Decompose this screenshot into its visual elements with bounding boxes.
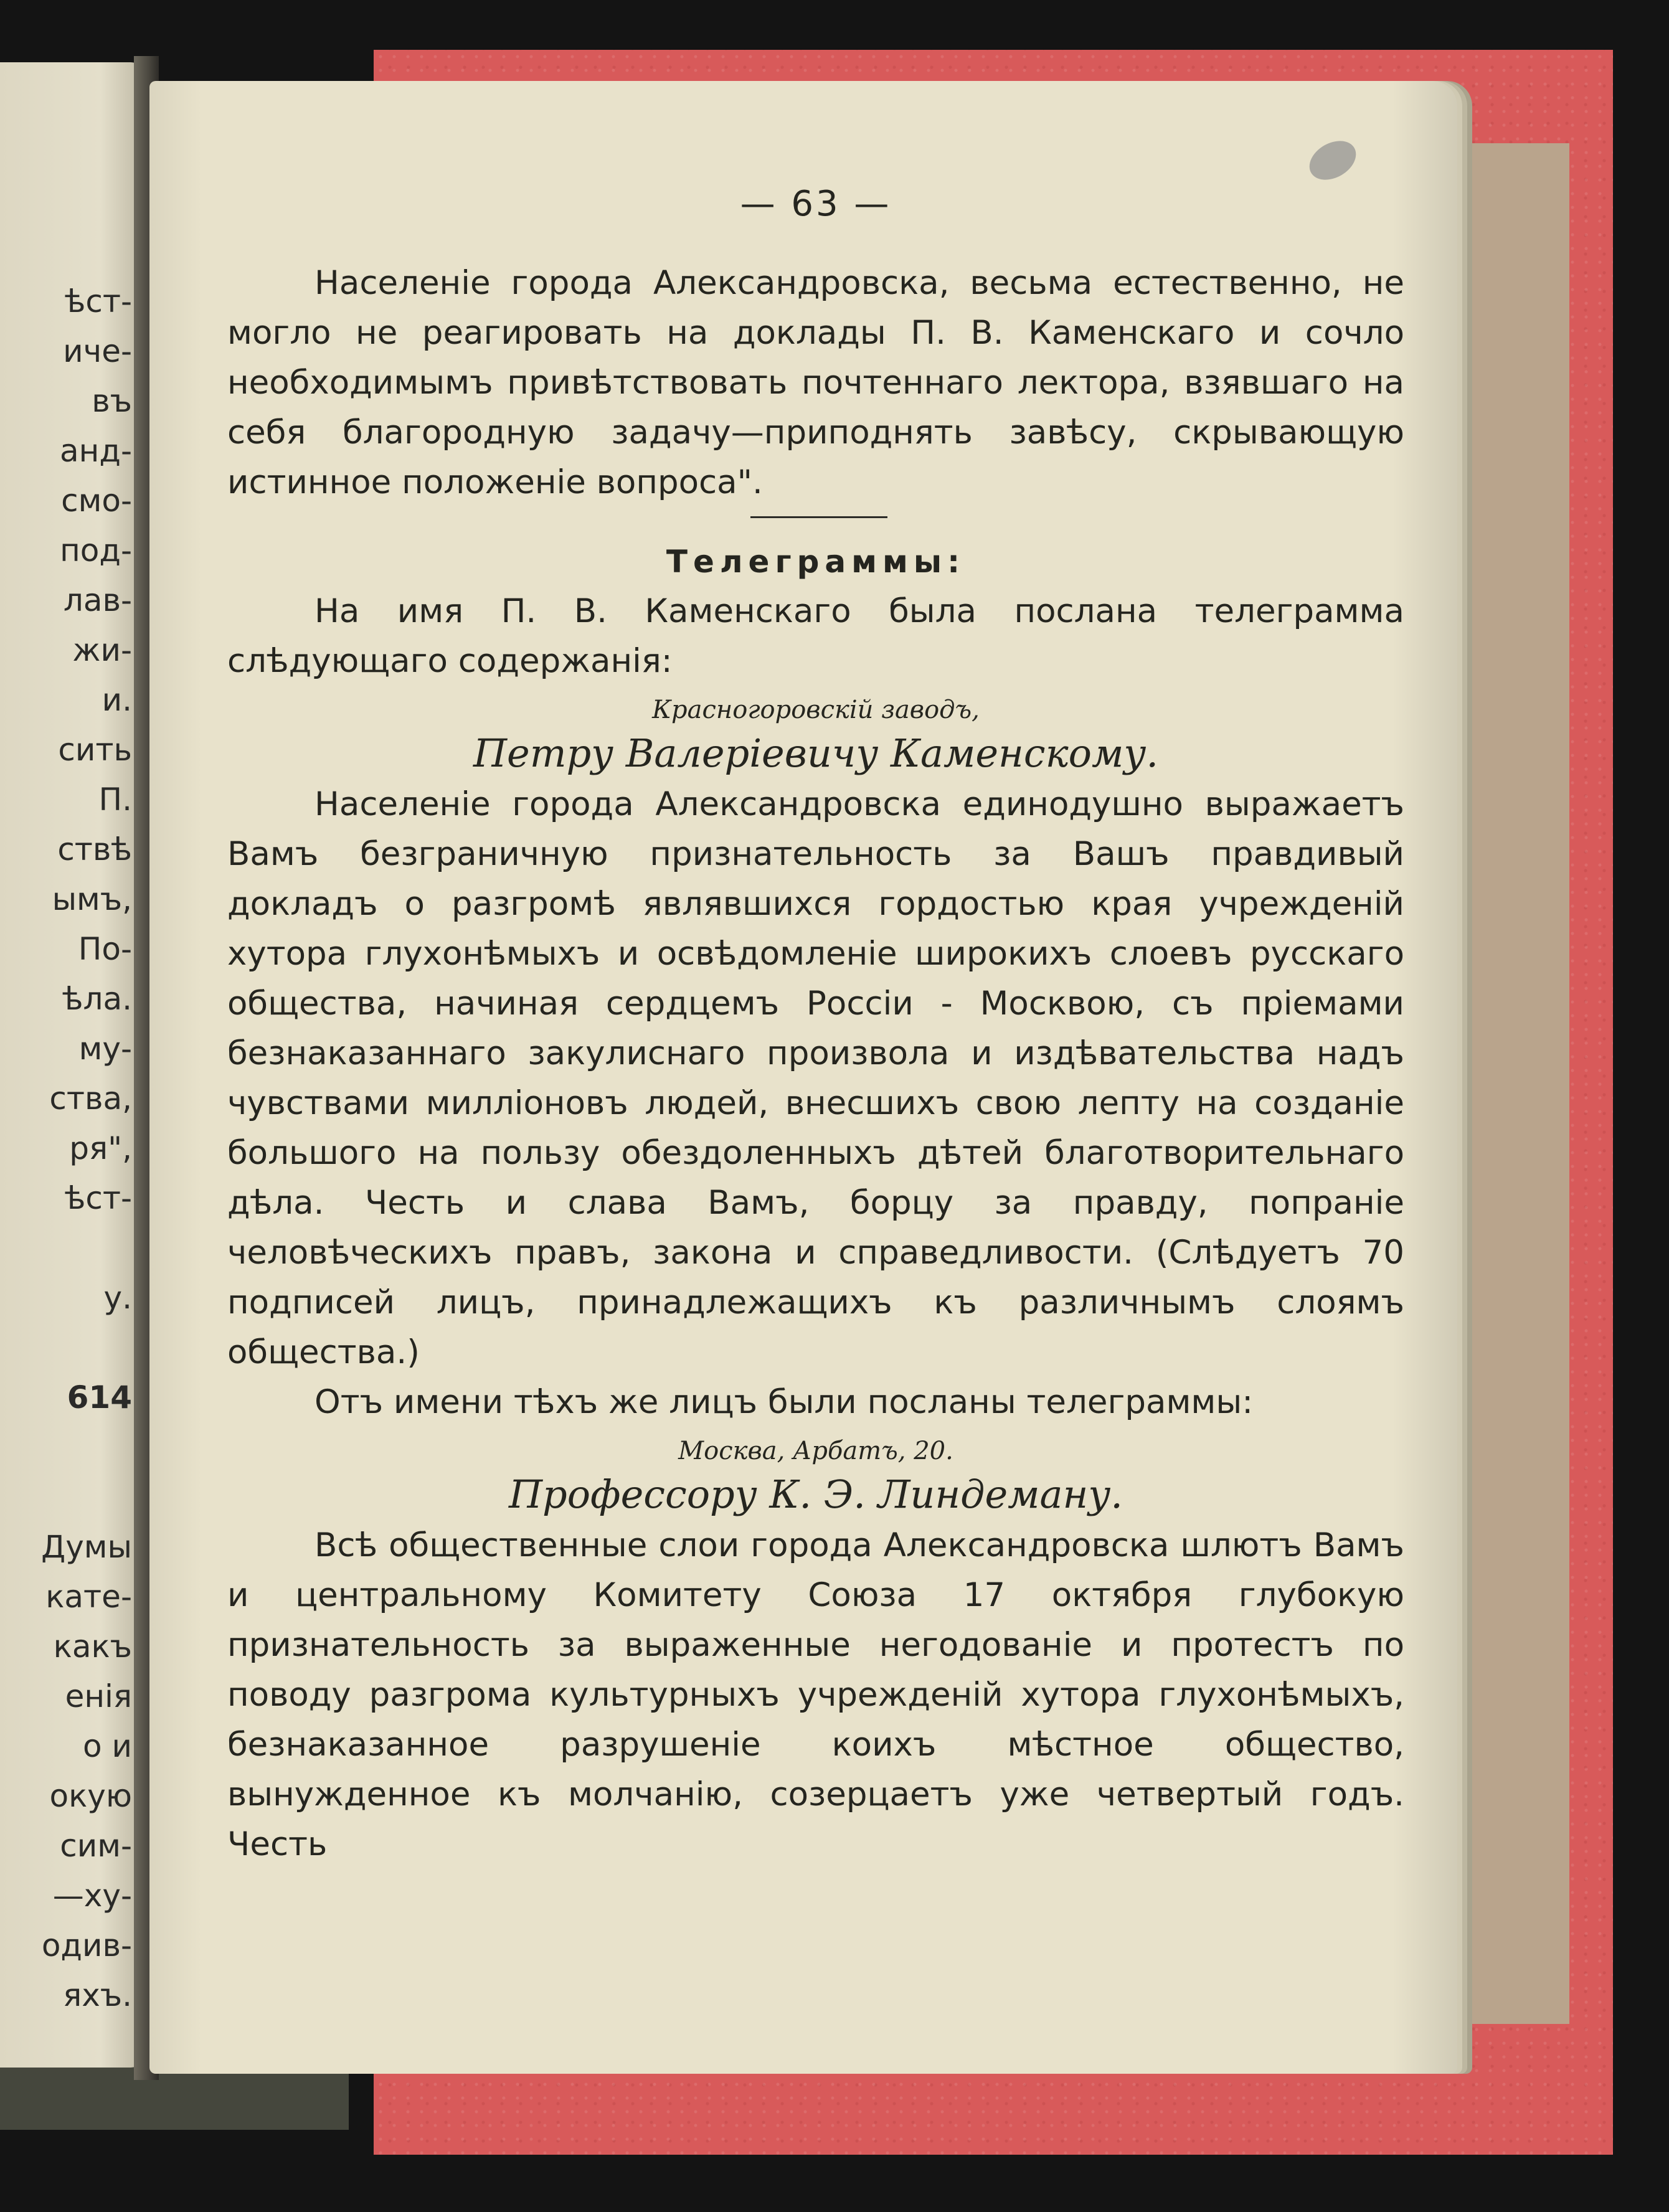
left-line: яхъ. xyxy=(63,1977,132,2013)
paragraph-intro: Населеніе города Александровска, весьма естественно, не могло не реагировать на доклады П. В. Каменскаго и сочло необходимымъ привѣтствовать почтеннаго лектора, взявшаго на себя благородную задачу—приподнять завѣсу, скрывающую истинное положеніе вопроса". xyxy=(227,264,1404,501)
left-line: о и xyxy=(83,1728,132,1764)
paragraph-telegram-body: Населеніе города Александровска единодушно выражаетъ Вамъ безграничную признательность за Вашъ правдивый докладъ о разгромѣ являвшихся гордостью края учрежденій хутора глухонѣмыхъ и освѣдомленіе широкихъ слоевъ русскаго общества, начиная сердцемъ Россіи - Москвою, съ пріемами безнаказаннаго закулиснаго произвола и издѣвательства надъ чувствами милліоновъ людей, внесшихъ свою лепту на созданіе большого на пользу обездоленныхъ дѣтей благотворительнаго дѣла. Честь и слава Вамъ, борцу за правду, попраніе человѣческихъ правъ, закона и справедливости. (Слѣдуетъ 70 подписей лицъ, принадлежащихъ къ различнымъ слоямъ общества.) xyxy=(227,785,1404,1371)
left-line: ѣст- xyxy=(64,1180,132,1216)
left-line: ствѣ xyxy=(57,831,132,867)
page-text-block xyxy=(227,81,1404,1869)
left-line: въ xyxy=(92,383,132,419)
left-line: жи- xyxy=(72,632,132,668)
left-line: ря", xyxy=(69,1130,132,1166)
paragraph-second-telegram-body: Всѣ общественные слои города Александровска шлютъ Вамъ и центральному Комитету Союза 17 октября глубокую признательность за выраженные негодованіе и протестъ по поводу разгрома культурныхъ учрежденій хутора глухонѣмыхъ, безнаказанное разрушеніе коихъ мѣстное общество, вынужденное къ молчанію, созерцаетъ уже четвертый годъ. Честь xyxy=(227,1526,1404,1863)
telegram-address: Москва, Арбатъ, 20. xyxy=(678,1437,953,1465)
left-line: сить xyxy=(58,732,132,768)
left-line: анд- xyxy=(60,433,132,469)
book-page xyxy=(149,81,1457,2074)
left-line: ства, xyxy=(49,1080,132,1117)
left-line: окую xyxy=(49,1778,132,1814)
left-page-section-number: 614 xyxy=(67,1379,132,1416)
telegram-address: Красногоровскій заводъ, xyxy=(652,696,980,724)
left-line: кате- xyxy=(45,1579,132,1615)
left-line: иче- xyxy=(63,333,132,369)
paragraph-telegram-intro: На имя П. В. Каменскаго была послана телеграмма слѣдующаго содержанія: xyxy=(227,592,1404,680)
left-line: смо- xyxy=(61,483,132,519)
left-line: П. xyxy=(98,782,132,818)
left-line: ымъ, xyxy=(52,881,132,917)
left-line: му- xyxy=(78,1031,132,1067)
left-line: лав- xyxy=(63,582,132,618)
page-number: — 63 — xyxy=(740,184,892,224)
telegram-recipient: Петру Валеріевичу Каменскому. xyxy=(473,730,1159,776)
left-line: ѣла. xyxy=(62,981,132,1017)
paragraph-further-telegrams: Отъ имени тѣхъ же лицъ были посланы телеграммы: xyxy=(314,1383,1254,1421)
left-line: и. xyxy=(102,682,132,718)
left-line: у. xyxy=(103,1280,132,1316)
left-line: енія xyxy=(65,1678,132,1714)
section-heading: Телеграммы: xyxy=(666,544,966,580)
left-line: ѣст- xyxy=(64,283,132,319)
left-line: сим- xyxy=(60,1828,132,1864)
telegram-recipient: Профессору К. Э. Линдеману. xyxy=(508,1472,1123,1517)
left-line: одив- xyxy=(41,1927,132,1964)
left-page-fragment xyxy=(0,62,143,2068)
left-line: По- xyxy=(78,931,132,967)
left-line: какъ xyxy=(53,1628,132,1665)
left-line: Думы xyxy=(41,1529,132,1565)
left-line: под- xyxy=(60,532,132,569)
section-divider xyxy=(750,516,887,518)
left-line: —ху- xyxy=(52,1878,132,1914)
